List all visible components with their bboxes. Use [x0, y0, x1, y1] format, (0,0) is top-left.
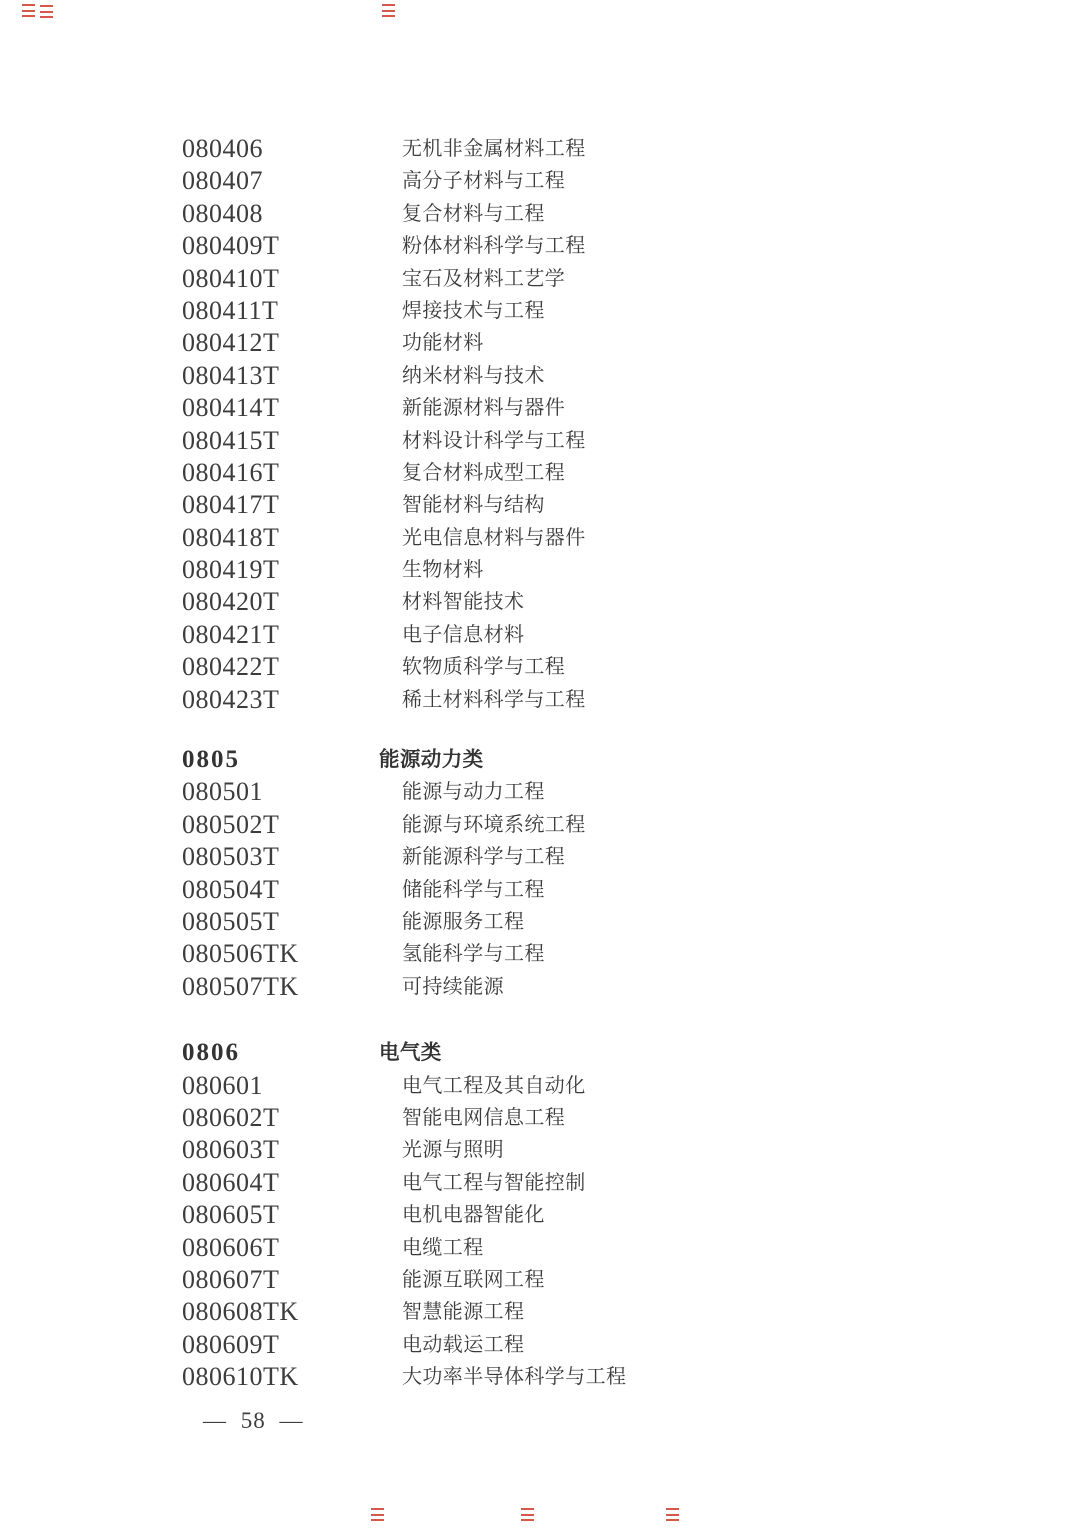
major-code: 080605T [182, 1200, 280, 1230]
major-code: 080409T [182, 231, 280, 261]
major-row [0, 776, 1080, 808]
red-scan-artifact [382, 4, 395, 18]
major-code: 080604T [182, 1167, 280, 1197]
major-name: 材料设计科学与工程 [402, 429, 586, 452]
major-name: 功能材料 [402, 332, 484, 355]
major-code: 080417T [182, 490, 280, 520]
major-code: 080609T [182, 1329, 280, 1359]
major-row [0, 198, 1080, 230]
major-name: 电气工程及其自动化 [402, 1074, 586, 1097]
category-code: 0806 [182, 1039, 240, 1067]
major-row [0, 1167, 1080, 1199]
major-row [0, 874, 1080, 906]
major-code: 080608TK [182, 1297, 299, 1327]
major-code: 080410T [182, 263, 280, 293]
major-name: 大功率半导体科学与工程 [402, 1366, 627, 1389]
major-name: 能源与环境系统工程 [402, 813, 586, 836]
red-scan-artifact [371, 1508, 384, 1522]
major-code: 080504T [182, 874, 280, 904]
major-row [0, 1199, 1080, 1231]
major-name: 电气工程与智能控制 [402, 1171, 586, 1194]
major-code: 080610TK [182, 1362, 299, 1392]
major-name: 能源互联网工程 [402, 1268, 545, 1291]
major-code: 080422T [182, 652, 280, 682]
major-name: 复合材料与工程 [402, 202, 545, 225]
major-code: 080406 [182, 134, 263, 163]
major-code: 080501 [182, 777, 263, 807]
major-row [0, 1329, 1080, 1361]
major-code: 080413T [182, 360, 280, 390]
major-code: 080606T [182, 1232, 280, 1262]
major-row [0, 360, 1080, 392]
major-catalog-list [0, 133, 1080, 1393]
major-row [0, 1361, 1080, 1393]
major-name: 复合材料成型工程 [402, 461, 566, 484]
major-name: 智能材料与结构 [402, 494, 545, 517]
major-code: 080502T [182, 809, 280, 839]
category-title: 能源动力类 [379, 749, 484, 772]
major-row [0, 230, 1080, 262]
category-header-row [0, 744, 1080, 776]
category-code: 0805 [182, 746, 240, 774]
major-row [0, 489, 1080, 521]
major-code: 080414T [182, 393, 280, 423]
major-row [0, 457, 1080, 489]
major-code: 080601 [182, 1070, 263, 1100]
major-code: 080506TK [182, 939, 299, 969]
major-row [0, 809, 1080, 841]
major-row [0, 938, 1080, 970]
major-row [0, 165, 1080, 197]
red-scan-artifact [40, 5, 53, 19]
major-code: 080411T [182, 295, 279, 325]
major-code: 080505T [182, 906, 280, 936]
red-scan-artifact [521, 1508, 534, 1522]
major-row [0, 651, 1080, 683]
major-code: 080503T [182, 842, 280, 872]
major-code: 080419T [182, 555, 280, 585]
major-row [0, 684, 1080, 716]
major-name: 能源服务工程 [402, 910, 525, 933]
major-name: 智能电网信息工程 [402, 1106, 566, 1129]
major-row [0, 971, 1080, 1003]
major-name: 宝石及材料工艺学 [402, 267, 566, 290]
red-scan-artifact [666, 1508, 679, 1522]
major-name: 氢能科学与工程 [402, 943, 545, 966]
major-row [0, 586, 1080, 618]
catalog-section [0, 133, 1080, 716]
major-row [0, 554, 1080, 586]
major-row [0, 841, 1080, 873]
major-name: 能源与动力工程 [402, 781, 545, 804]
major-code: 080418T [182, 522, 280, 552]
catalog-section [0, 744, 1080, 1003]
major-name: 可持续能源 [402, 975, 504, 998]
major-row [0, 1296, 1080, 1328]
major-name: 稀土材料科学与工程 [402, 688, 586, 711]
major-name: 生物材料 [402, 559, 484, 582]
major-code: 080423T [182, 684, 280, 714]
major-name: 光电信息材料与器件 [402, 526, 586, 549]
major-name: 电机电器智能化 [402, 1204, 545, 1227]
major-name: 纳米材料与技术 [402, 364, 545, 387]
major-code: 080421T [182, 619, 280, 649]
major-code: 080603T [182, 1135, 280, 1165]
major-code: 080420T [182, 587, 280, 617]
major-code: 080607T [182, 1264, 280, 1294]
major-row [0, 1264, 1080, 1296]
major-name: 焊接技术与工程 [402, 299, 545, 322]
major-row [0, 906, 1080, 938]
major-row [0, 522, 1080, 554]
major-row [0, 1232, 1080, 1264]
major-name: 智慧能源工程 [402, 1301, 525, 1324]
catalog-section [0, 1037, 1080, 1393]
major-code: 080407 [182, 166, 263, 196]
major-row [0, 619, 1080, 651]
major-row [0, 133, 1080, 165]
major-code: 080408 [182, 198, 263, 228]
major-name: 新能源科学与工程 [402, 846, 566, 869]
red-scan-artifact [22, 4, 35, 18]
major-code: 080602T [182, 1102, 280, 1132]
major-name: 新能源材料与器件 [402, 397, 566, 420]
major-name: 无机非金属材料工程 [402, 138, 586, 160]
major-code: 080415T [182, 425, 280, 455]
major-name: 光源与照明 [402, 1139, 504, 1162]
major-name: 软物质科学与工程 [402, 656, 566, 679]
major-name: 电动载运工程 [402, 1333, 525, 1356]
major-code: 080416T [182, 457, 280, 487]
major-name: 电子信息材料 [402, 623, 525, 646]
page-number: — 58 — [203, 1408, 304, 1433]
major-row [0, 392, 1080, 424]
major-name: 储能科学与工程 [402, 878, 545, 901]
major-name: 电缆工程 [402, 1236, 484, 1259]
major-row [0, 263, 1080, 295]
major-row [0, 1102, 1080, 1134]
major-name: 材料智能技术 [402, 591, 525, 614]
major-row [0, 295, 1080, 327]
major-name: 粉体材料科学与工程 [402, 235, 586, 258]
major-row [0, 425, 1080, 457]
category-header-row [0, 1037, 1080, 1069]
major-code: 080507TK [182, 971, 299, 1001]
major-row [0, 1134, 1080, 1166]
major-row [0, 1070, 1080, 1102]
category-title: 电气类 [379, 1042, 442, 1065]
major-row [0, 327, 1080, 359]
major-code: 080412T [182, 328, 280, 358]
major-name: 高分子材料与工程 [402, 170, 566, 193]
